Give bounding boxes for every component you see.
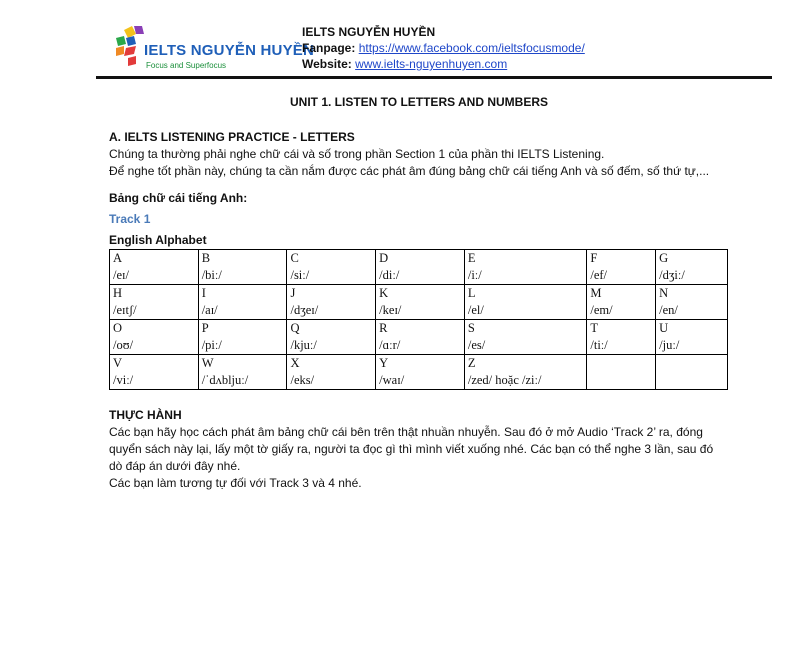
letter: K bbox=[379, 286, 389, 300]
letter: J bbox=[290, 286, 296, 300]
letter: P bbox=[201, 321, 209, 335]
pronunciation: /en/ bbox=[659, 303, 678, 317]
letter: O bbox=[113, 321, 123, 335]
letter-cell bbox=[464, 285, 587, 320]
header-info bbox=[302, 24, 585, 72]
page-title: UNIT 1. LISTEN TO LETTERS AND NUMBERS bbox=[289, 95, 548, 109]
letter-cell bbox=[376, 320, 465, 355]
letter-cell bbox=[656, 250, 728, 285]
pronunciation: /kjuː/ bbox=[290, 338, 317, 352]
pronunciation: /biː/ bbox=[201, 268, 222, 282]
pronunciation: /oʊ/ bbox=[113, 338, 134, 352]
pronunciation: /keɪ/ bbox=[379, 303, 402, 317]
pronunciation: /diː/ bbox=[379, 268, 400, 282]
letter-cell bbox=[464, 355, 587, 390]
pronunciation: /el/ bbox=[467, 303, 484, 317]
website-label: Website: bbox=[302, 57, 352, 71]
letter-cell bbox=[110, 320, 199, 355]
table-row bbox=[110, 355, 728, 390]
letter-cell bbox=[198, 320, 287, 355]
letter: W bbox=[201, 356, 214, 370]
section-a-heading: A. IELTS LISTENING PRACTICE - LETTERS bbox=[109, 130, 355, 144]
letter-cell bbox=[376, 250, 465, 285]
pronunciation: /aɪ/ bbox=[201, 303, 218, 317]
brand-name: IELTS NGUYỄN HUYỀN bbox=[302, 25, 436, 39]
intro-line-1: Chúng ta thường phải nghe chữ cái và số trong phần Section 1 của phần thi IELTS Listening. bbox=[109, 147, 605, 161]
letter: R bbox=[379, 321, 388, 335]
letter-cell bbox=[198, 355, 287, 390]
pronunciation: /viː/ bbox=[113, 373, 134, 387]
website-line bbox=[302, 56, 585, 72]
practice-paragraph: Các bạn hãy học cách phát âm bảng chữ cái bên trên thật nhuần nhuyễn. Sau đó ở mở Audio ‘Track 2’ ra, đóng quyển sách này lại, lấy một tờ giấy ra, người ta đọc gì thì mình viết xuống nhé. Các bạn có thể nghe 3 lần, sau đó dò đáp án dưới đây nhé. bbox=[109, 425, 714, 473]
pronunciation: /piː/ bbox=[201, 338, 222, 352]
practice-line-2: Các bạn làm tương tự đối với Track 3 và 4 nhé. bbox=[109, 476, 362, 490]
logo-tagline: Focus and Superfocus bbox=[146, 61, 227, 70]
pronunciation: /eks/ bbox=[290, 373, 315, 387]
fanpage-link[interactable]: https://www.facebook.com/ieltsfocusmode/ bbox=[358, 41, 585, 55]
letter: F bbox=[590, 251, 598, 265]
pronunciation: /dʒiː/ bbox=[659, 268, 685, 282]
letter-cell bbox=[198, 285, 287, 320]
track-label: Track 1 bbox=[109, 212, 151, 226]
letter: B bbox=[201, 251, 211, 265]
table-row bbox=[110, 285, 728, 320]
letter-cell bbox=[110, 285, 199, 320]
pronunciation: /dʒeɪ/ bbox=[290, 303, 319, 317]
letter: I bbox=[201, 286, 206, 300]
letter: Q bbox=[290, 321, 300, 335]
pronunciation: /siː/ bbox=[290, 268, 310, 282]
letter-cell bbox=[587, 250, 656, 285]
pronunciation: /ˈdʌbljuː/ bbox=[201, 373, 249, 387]
pronunciation: /juː/ bbox=[659, 338, 680, 352]
pronunciation: /em/ bbox=[590, 303, 613, 317]
document-body bbox=[109, 94, 729, 492]
letter-cell bbox=[656, 285, 728, 320]
pronunciation: /iː/ bbox=[467, 268, 482, 282]
letter: M bbox=[590, 286, 602, 300]
letter-cell bbox=[587, 285, 656, 320]
letter: N bbox=[659, 286, 669, 300]
letter-cell bbox=[656, 355, 728, 390]
letter-cell bbox=[587, 320, 656, 355]
letter: E bbox=[467, 251, 476, 265]
letter: G bbox=[659, 251, 669, 265]
website-link[interactable]: www.ielts-nguyenhuyen.com bbox=[355, 57, 508, 71]
letter-cell bbox=[464, 320, 587, 355]
intro-line-2: Để nghe tốt phần này, chúng ta cần nắm được các phát âm đúng bảng chữ cái tiếng Anh và số đếm, số thứ tự,... bbox=[109, 164, 710, 178]
letter: C bbox=[290, 251, 299, 265]
table-caption: English Alphabet bbox=[109, 233, 207, 247]
logo-text: IELTS NGUYỄN HUYỀN bbox=[144, 42, 315, 59]
letter-cell bbox=[287, 250, 376, 285]
letter-cell bbox=[656, 320, 728, 355]
table-row bbox=[110, 250, 728, 285]
letter: T bbox=[590, 321, 599, 335]
letter: X bbox=[290, 356, 300, 370]
table-row bbox=[110, 320, 728, 355]
letter: Y bbox=[379, 356, 389, 370]
letter: Z bbox=[467, 356, 476, 370]
letter-cell bbox=[287, 355, 376, 390]
header-divider bbox=[96, 76, 772, 79]
letter: A bbox=[113, 251, 123, 265]
fanpage-label: Fanpage: bbox=[302, 41, 356, 55]
fanpage-line bbox=[302, 40, 585, 56]
pronunciation: /es/ bbox=[467, 338, 486, 352]
pronunciation: /waɪ/ bbox=[379, 373, 405, 387]
page-header bbox=[110, 18, 770, 78]
pronunciation: /zed/ hoặc /ziː/ bbox=[467, 373, 542, 387]
letter-cell bbox=[110, 355, 199, 390]
letter-cell bbox=[110, 250, 199, 285]
brand-logo bbox=[110, 24, 315, 76]
letter: V bbox=[113, 356, 123, 370]
letter: S bbox=[467, 321, 475, 335]
practice-heading: THỰC HÀNH bbox=[109, 408, 182, 422]
letter-cell bbox=[287, 285, 376, 320]
alphabet-heading: Bảng chữ cái tiếng Anh: bbox=[109, 191, 248, 205]
letter-cell bbox=[198, 250, 287, 285]
letter-cell bbox=[287, 320, 376, 355]
pronunciation: /ɑːr/ bbox=[379, 338, 401, 352]
pronunciation: /tiː/ bbox=[590, 338, 608, 352]
letter: D bbox=[379, 251, 389, 265]
letter: H bbox=[113, 286, 123, 300]
pronunciation: /eɪtʃ/ bbox=[113, 303, 137, 317]
pronunciation: /eɪ/ bbox=[113, 268, 129, 282]
letter-cell bbox=[376, 355, 465, 390]
letter-cell bbox=[464, 250, 587, 285]
pronunciation: /ef/ bbox=[590, 268, 608, 282]
letter-cell bbox=[376, 285, 465, 320]
alphabet-table bbox=[109, 249, 728, 390]
letter: L bbox=[467, 286, 476, 300]
letter: U bbox=[659, 321, 669, 335]
letter-cell bbox=[587, 355, 656, 390]
